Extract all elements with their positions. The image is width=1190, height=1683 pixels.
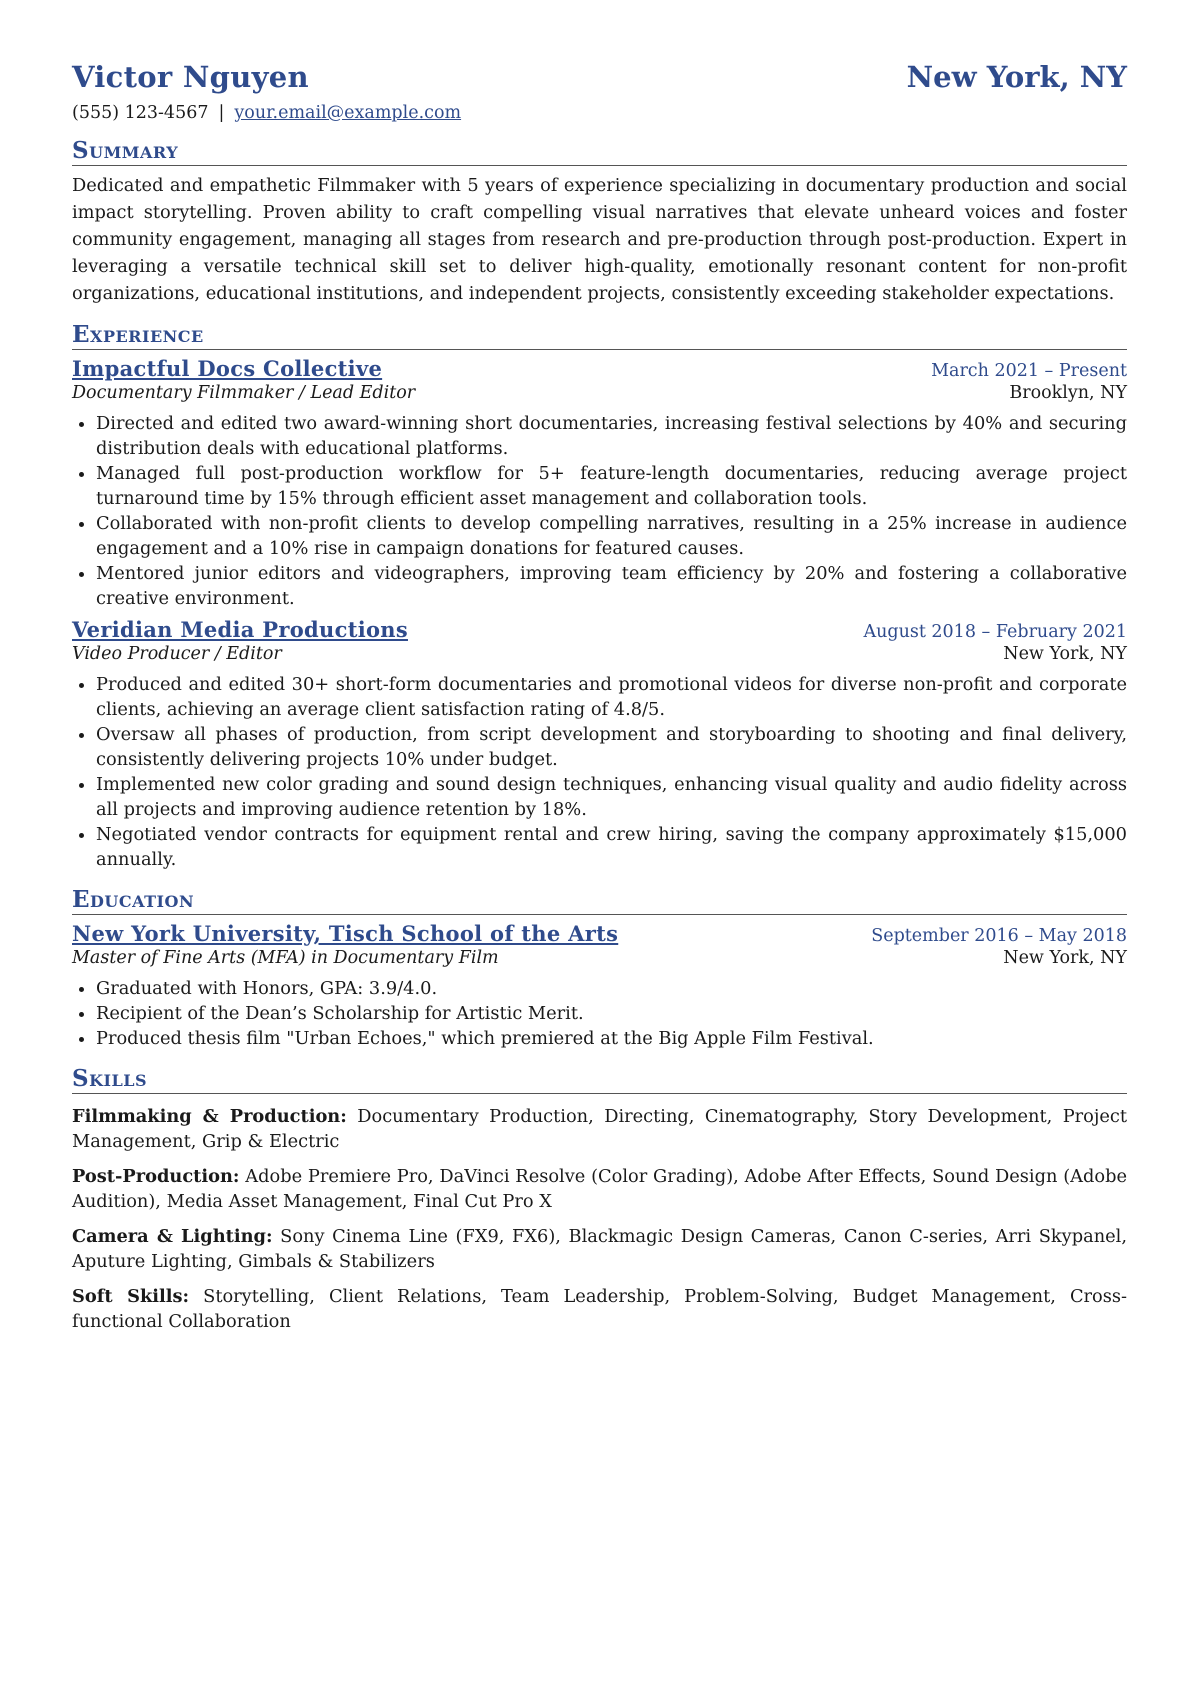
bullet-item: • Produced and edited 30+ short-form documentaries and promotional videos for diverse non-profit and corporate clients, achieving an average client satisfaction rating of 4.8/5. (96, 672, 1127, 722)
job-bullets (72, 411, 1127, 611)
skill-list: Adobe Premiere Pro, DaVinci Resolve (Color Grading), Adobe After Effects, Sound Design (Adobe Audition), Media Asset Management, Final Cut Pro X (72, 1166, 1128, 1212)
employer-link[interactable]: Impactful Docs Collective (72, 356, 383, 381)
job-dates: March 2021 – Present (931, 361, 1127, 381)
job-entry (72, 356, 1127, 611)
job-role: Video Producer / Editor (72, 644, 282, 664)
phone-number: (555) 123-4567 (72, 103, 209, 123)
education-dates: September 2016 – May 2018 (871, 926, 1127, 946)
skill-category: Filmmaking & Production: (72, 1106, 347, 1127)
skill-row (72, 1284, 1127, 1334)
candidate-name: Victor Nguyen (72, 60, 309, 94)
bullet-item: • Oversaw all phases of production, from script development and storyboarding to shooting and final delivery, consistently delivering projects 10% under budget. (96, 722, 1127, 772)
job-location: New York, NY (1003, 644, 1127, 664)
skill-category: Soft Skills: (72, 1286, 190, 1307)
job-dates: August 2018 – February 2021 (863, 622, 1127, 642)
bullet-item: • Negotiated vendor contracts for equipment rental and crew hiring, saving the company approximately $15,000 annually. (96, 822, 1127, 872)
experience-heading: Experience (72, 321, 1127, 350)
contact-separator: | (218, 103, 225, 123)
skill-category: Post-Production: (72, 1166, 240, 1187)
skills-heading: Skills (72, 1065, 1127, 1094)
bullet-item: • Managed full post-production workflow for 5+ feature-length documentaries, reducing average project turnaround time by 15% through efficient asset management and collaboration tools. (96, 461, 1127, 511)
job-entry (72, 617, 1127, 872)
bullet-item: • Recipient of the Dean’s Scholarship for Artistic Merit. (96, 1001, 1127, 1026)
skill-list: Sony Cinema Line (FX9, FX6), Blackmagic Design Cameras, Canon C-series, Arri Skypanel, Aputure Lighting, Gimbals & Stabilizers (72, 1226, 1128, 1272)
bullet-item: • Mentored junior editors and videographers, improving team efficiency by 20% and fostering a collaborative creative environment. (96, 561, 1127, 611)
job-bullets (72, 672, 1127, 872)
email-link[interactable]: your.email@example.com (234, 103, 462, 123)
skill-row (72, 1164, 1127, 1214)
school-link[interactable]: New York University, Tisch School of the Arts (72, 921, 619, 946)
skill-row (72, 1224, 1127, 1274)
skill-row (72, 1104, 1127, 1154)
employer-link[interactable]: Veridian Media Productions (72, 617, 408, 642)
bullet-item: • Directed and edited two award-winning short documentaries, increasing festival selections by 40% and securing distribution deals with educational platforms. (96, 411, 1127, 461)
education-location: New York, NY (1003, 948, 1127, 968)
job-location: Brooklyn, NY (1009, 383, 1127, 403)
skill-list: Storytelling, Client Relations, Team Leadership, Problem-Solving, Budget Management, Cross-functional Collaboration (72, 1286, 1128, 1332)
summary-heading: Summary (72, 137, 1127, 166)
summary-text: Dedicated and empathetic Filmmaker with 5 years of experience specializing in documentary production and social impact storytelling. Proven ability to craft compelling visual narratives that elevate unheard voices and foster community engagement, managing all stages from research and pre-production through post-production. Expert in leveraging a versatile technical skill set to deliver high-quality, emotionally resonant content for non-profit organizations, educational institutions, and independent projects, consistently exceeding stakeholder expectations. (72, 175, 1127, 304)
header-location: New York, NY (906, 60, 1127, 94)
contact-line (72, 103, 1127, 123)
education-bullets (72, 976, 1127, 1051)
bullet-item: • Implemented new color grading and sound design techniques, enhancing visual quality and audio fidelity across all projects and improving audience retention by 18%. (96, 772, 1127, 822)
resume-page (72, 60, 1127, 1334)
resume-header (72, 60, 1127, 94)
bullet-item: • Produced thesis film "Urban Echoes," which premiered at the Big Apple Film Festival. (96, 1026, 1127, 1051)
skill-list: Documentary Production, Directing, Cinematography, Story Development, Project Management, Grip & Electric (72, 1106, 1128, 1152)
bullet-item: • Collaborated with non-profit clients to develop compelling narratives, resulting in a 25% increase in audience engagement and a 10% rise in campaign donations for featured causes. (96, 511, 1127, 561)
education-entry (72, 921, 1127, 1051)
degree: Master of Fine Arts (MFA) in Documentary Film (72, 948, 499, 968)
skill-category: Camera & Lighting: (72, 1226, 273, 1247)
bullet-item: • Graduated with Honors, GPA: 3.9/4.0. (96, 976, 1127, 1001)
education-heading: Education (72, 886, 1127, 915)
job-role: Documentary Filmmaker / Lead Editor (72, 383, 416, 403)
